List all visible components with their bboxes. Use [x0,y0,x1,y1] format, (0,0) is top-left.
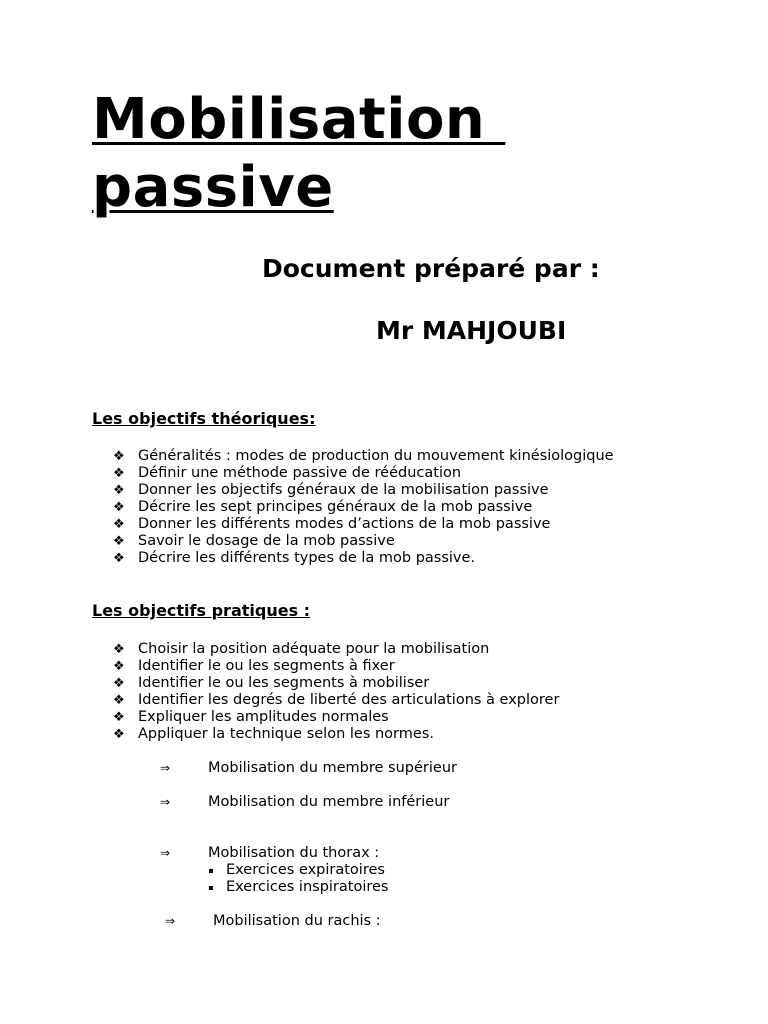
list-item: ❖ Définir une méthode passive de rééducation [113,465,462,481]
list-item: ❖ Expliquer les amplitudes normales [113,709,389,725]
list-item: ❖ Décrire les sept principes généraux de la mob passive [113,499,533,515]
arrow-right-icon: ⇒ [160,795,171,809]
diamond-bullet-icon: ❖ [113,534,125,549]
list-item: ❖ Donner les différents modes d’actions de la mob passive [113,516,551,532]
list-item: ❖ Identifier le ou les segments à mobiliser [113,675,430,691]
title-line-2: passive [92,155,334,220]
list-item: ❖ Identifier les degrés de liberté des articulations à explorer [113,692,560,708]
practical-objectives-list [113,641,559,743]
square-bullet-icon [209,869,213,873]
list-item: ❖ Appliquer la technique selon les normes. [113,726,434,742]
diamond-bullet-icon: ❖ [113,727,125,742]
theoretical-objectives-list [113,448,614,567]
list-item: ❖ Savoir le dosage de la mob passive [113,533,395,549]
title-line-1: Mobilisation [92,87,506,152]
list-item: ❖ Identifier le ou les segments à fixer [113,658,395,674]
diamond-bullet-icon: ❖ [113,693,125,708]
sub-point-label: Mobilisation du rachis : [213,913,381,929]
diamond-bullet-icon: ❖ [113,500,125,515]
author-name: Mr MAHJOUBI [376,316,567,345]
diamond-bullet-icon: ❖ [113,676,125,691]
sub-point-label: Mobilisation du membre inférieur [208,794,450,810]
diamond-bullet-icon: ❖ [113,483,125,498]
list-item: ❖ Choisir la position adéquate pour la mobilisation [113,641,490,657]
list-item: ❖ Décrire les différents types de la mob passive. [113,550,476,566]
square-bullet-icon [209,886,213,890]
sub-point-label: Mobilisation du thorax : [208,845,380,861]
diamond-bullet-icon: ❖ [113,449,125,464]
arrow-right-icon: ⇒ [165,914,176,928]
prepared-by-label: Document préparé par : [262,254,600,283]
diamond-bullet-icon: ❖ [113,517,125,532]
diamond-bullet-icon: ❖ [113,710,125,725]
list-item: ❖ Donner les objectifs généraux de la mobilisation passive [113,482,549,498]
diamond-bullet-icon: ❖ [113,642,125,657]
list-item: Exercices inspiratoires [208,879,388,896]
list-item: Exercices expiratoires [208,862,388,879]
list-item: ❖ Généralités : modes de production du mouvement kinésiologique [113,448,614,464]
theoretical-objectives-heading: Les objectifs théoriques: [92,409,316,428]
diamond-bullet-icon: ❖ [113,551,125,566]
sub-point-label: Mobilisation du membre supérieur [208,760,457,776]
diamond-bullet-icon: ❖ [113,466,125,481]
arrow-right-icon: ⇒ [160,761,171,775]
arrow-right-icon: ⇒ [160,846,171,860]
document-title [92,86,505,222]
thorax-exercises-list [208,862,388,896]
diamond-bullet-icon: ❖ [113,659,125,674]
practical-objectives-heading: Les objectifs pratiques : [92,601,311,620]
